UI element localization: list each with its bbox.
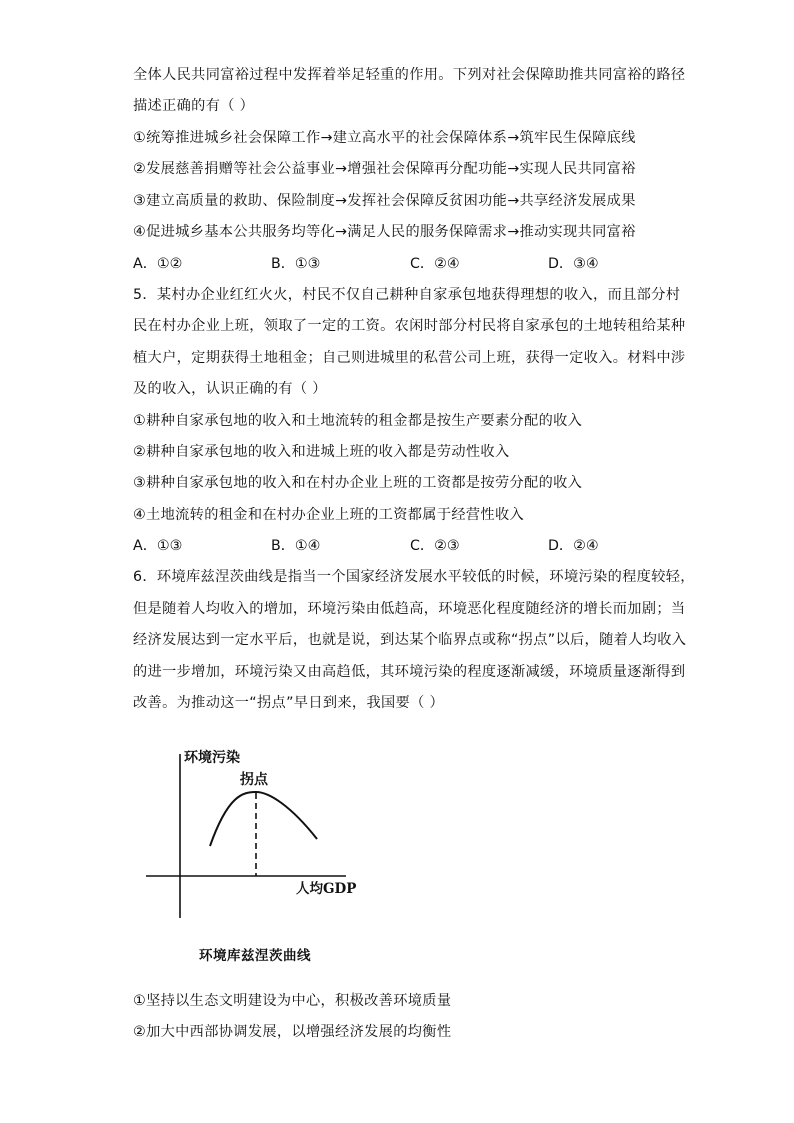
q5-item-1: ①耕种自家承包地的收入和土地流转的租金都是按生产要素分配的收入 [133,413,583,429]
q6-stem-line-3: 经济发展达到一定水平后，也就是说，到达某个临界点或称“拐点”以后，随着人均收入 [133,632,687,648]
q6-stem-line-2: 但是随着人均收入的增加，环境污染由低趋高，环境恶化程度随经济的增长而加剧；当 [133,601,686,617]
q5-option-d[interactable]: D．②④ [548,538,599,554]
q6-stem-line-1: 6．环境库兹涅茨曲线是指当一个国家经济发展水平较低的时候，环境污染的程度较轻， [133,569,695,585]
q4-item-4: ④促进城乡基本公共服务均等化→满足人民的服务保障需求→推动实现共同富裕 [133,224,636,240]
q5-option-c[interactable]: C．②③ [410,538,460,554]
q6-stem-line-4: 的进一步增加，环境污染又由高趋低，其环境污染的程度逐渐减缓，环境质量逐渐得到 [133,664,686,680]
q6-item-2: ②加大中西部协调发展，以增强经济发展的均衡性 [133,1024,452,1040]
q5-option-a[interactable]: A．①③ [133,538,183,554]
q4-item-1: ①统筹推进城乡社会保障工作→建立高水平的社会保障体系→筑牢民生保障底线 [133,130,636,146]
y-axis-label: 环境污染 [184,750,240,766]
q4-option-a[interactable]: A．①② [133,256,183,272]
q4-intro-line-2: 描述正确的有（ ） [133,98,255,114]
q6-item-1: ①坚持以生态文明建设为中心，积极改善环境质量 [133,993,452,1009]
q6-stem-line-5: 改善。为推动这一“拐点”早日到来，我国要（ ） [133,695,445,711]
q4-option-b[interactable]: B．①③ [271,256,321,272]
q4-option-d[interactable]: D．③④ [548,256,599,272]
q5-stem-line-1: 5．某村办企业红红火火，村民不仅自己耕种自家承包地获得理想的收入，而且部分村 [133,287,681,303]
q5-stem-line-4: 及的收入，认识正确的有（ ） [133,381,327,397]
q5-item-3: ③耕种自家承包地的收入和在村办企业上班的工资都是按劳分配的收入 [133,475,583,491]
figure-caption: 环境库兹涅茨曲线 [199,948,311,964]
q5-item-4: ④土地流转的租金和在村办企业上班的工资都属于经营性收入 [133,507,525,523]
kuznets-curve [210,792,317,846]
q4-item-3: ③建立高质量的救助、保险制度→发挥社会保障反贫困功能→共享经济发展成果 [133,193,636,209]
q5-option-b[interactable]: B．①④ [271,538,321,554]
q5-stem-line-2: 民在村办企业上班，领取了一定的工资。农闲时部分村民将自家承包的土地转租给某种 [133,318,686,334]
q5-item-2: ②耕种自家承包地的收入和进城上班的收入都是劳动性收入 [133,444,510,460]
q4-intro-line-1: 全体人民共同富裕过程中发挥着举足轻重的作用。下列对社会保障助推共同富裕的路径 [133,67,686,83]
peak-label: 拐点 [240,772,268,788]
q4-option-c[interactable]: C．②④ [410,256,460,272]
q4-item-2: ②发展慈善捐赠等社会公益事业→增强社会保障再分配功能→实现人民共同富裕 [133,161,636,177]
q5-stem-line-3: 植大户，定期获得土地租金；自己则进城里的私营公司上班，获得一定收入。材料中涉 [133,350,686,366]
x-axis-label: 人均GDP [296,881,357,897]
